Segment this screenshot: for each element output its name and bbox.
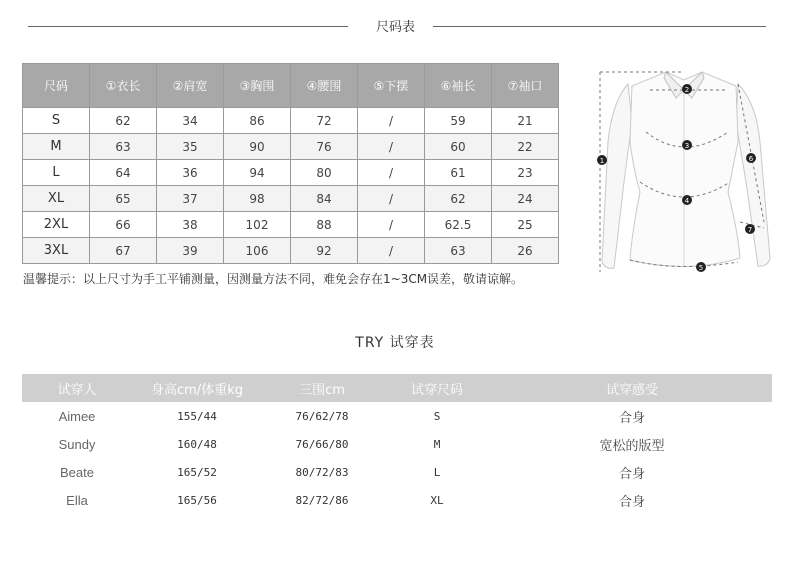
cell: 23 [492,160,559,186]
cell: 102 [224,212,291,238]
cell: 62 [425,186,492,212]
measurements: 80/72/83 [295,465,349,479]
section-title [28,16,766,36]
wearer-name: Sundy [58,436,96,452]
table-row [23,238,559,264]
measurement-tip: 温馨提示：以上尺寸为手工平铺测量，因测量方法不同，难免会存在1~3CM误差，敬请谅解。 [23,272,524,286]
cell: 26 [492,238,559,264]
page-title: 尺码表 [376,20,416,35]
cell: 76 [291,134,358,160]
header-shoulder: ②肩宽 [157,64,224,108]
cell: 84 [291,186,358,212]
cell: 106 [224,238,291,264]
cell: 25 [492,212,559,238]
title-rule-right [433,26,766,27]
cell: / [358,160,425,186]
left-sleeve-shape [599,84,632,268]
height-weight: 165/52 [177,465,217,479]
measurements: 76/62/78 [295,409,349,423]
header-cuff: ⑦袖口 [492,64,559,108]
wearer-name: Ella [66,492,88,508]
measurements: 82/72/86 [295,493,349,507]
cell: 62 [90,108,157,134]
cell: 63 [425,238,492,264]
wearer-name: Beate [60,464,94,480]
header-bust: ③胸围 [224,64,291,108]
cell: 94 [224,160,291,186]
cell: / [358,238,425,264]
cell: L [23,160,90,186]
try-title: TRY 试穿表 [355,335,435,351]
cell: 66 [90,212,157,238]
cell: 90 [224,134,291,160]
svg-text:5: 5 [698,264,704,272]
cell: 80 [291,160,358,186]
cell: 22 [492,134,559,160]
try-row [22,402,772,430]
shirt-body-shape [630,72,740,267]
cell: 2XL [23,212,90,238]
header-measurements: 三围cm [262,374,382,402]
cell: 86 [224,108,291,134]
cell: 92 [291,238,358,264]
svg-text:2: 2 [684,86,690,94]
header-height-weight: 身高cm/体重kg [132,374,262,402]
cell: 24 [492,186,559,212]
header-size: 尺码 [23,64,90,108]
header-tried-size: 试穿尺码 [382,374,492,402]
height-weight: 155/44 [177,409,217,423]
cell: 65 [90,186,157,212]
table-row [23,186,559,212]
cell: 37 [157,186,224,212]
fit-feeling: 合身 [618,466,645,482]
cell: 34 [157,108,224,134]
measurements: 76/66/80 [295,437,349,451]
cell: 36 [157,160,224,186]
tried-size: L [433,465,441,479]
marker-7 [745,224,755,234]
cell: 21 [492,108,559,134]
height-weight: 165/56 [177,493,217,507]
cell: M [23,134,90,160]
header-length: ①衣长 [90,64,157,108]
marker-2 [682,84,692,94]
tried-size: XL [430,493,444,507]
marker-3 [682,140,692,150]
header-waist: ④腰围 [291,64,358,108]
header-hem: ⑤下摆 [358,64,425,108]
cell: 72 [291,108,358,134]
cell: 62.5 [425,212,492,238]
cell: 35 [157,134,224,160]
fit-feeling: 宽松的版型 [599,438,665,454]
cell: 60 [425,134,492,160]
svg-text:3: 3 [684,142,690,150]
right-sleeve-shape [736,84,770,266]
cell: 59 [425,108,492,134]
try-row [22,458,772,486]
marker-5 [696,262,706,272]
shirt-illustration [588,62,778,282]
header-sleeve: ⑥袖长 [425,64,492,108]
marker-6 [746,153,756,163]
table-row [23,108,559,134]
fit-feeling: 合身 [618,410,645,426]
fit-feeling: 合身 [618,494,645,510]
cell: XL [23,186,90,212]
table-row [23,212,559,238]
cell: 67 [90,238,157,264]
cell: 3XL [23,238,90,264]
cell: / [358,134,425,160]
tried-size: S [433,409,441,423]
marker-1 [597,155,607,165]
height-weight: 160/48 [177,437,217,451]
svg-text:1: 1 [599,157,605,165]
svg-text:7: 7 [747,226,753,234]
cell: 63 [90,134,157,160]
svg-text:6: 6 [748,155,754,163]
cell: / [358,212,425,238]
size-chart-table [22,63,559,264]
cell: 64 [90,160,157,186]
cell: 38 [157,212,224,238]
title-rule-left [28,26,348,27]
cell: S [23,108,90,134]
cell: / [358,186,425,212]
marker-4 [682,195,692,205]
try-row [22,430,772,458]
header-wearer: 试穿人 [22,374,132,402]
cell: 88 [291,212,358,238]
cell: / [358,108,425,134]
table-row [23,134,559,160]
wearer-name: Aimee [58,408,96,424]
header-feeling: 试穿感受 [492,374,772,402]
size-header-row [23,64,559,108]
cell: 98 [224,186,291,212]
table-row [23,160,559,186]
tried-size: M [433,437,441,451]
try-header-row [22,374,772,402]
try-row [22,486,772,514]
cell: 39 [157,238,224,264]
try-on-table [22,374,772,514]
svg-text:4: 4 [684,197,690,205]
cell: 61 [425,160,492,186]
